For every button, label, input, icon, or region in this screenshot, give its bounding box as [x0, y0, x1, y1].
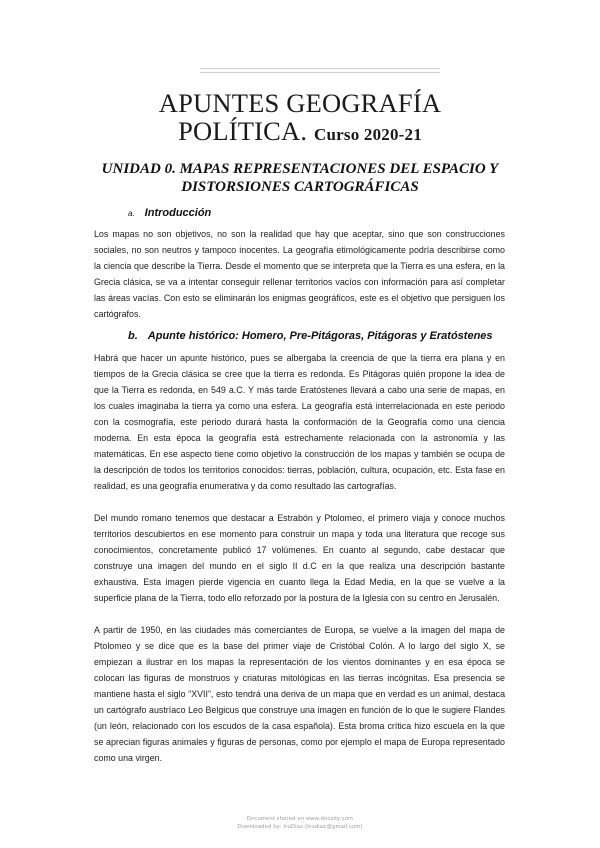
footer-shared-line: Document shared on www.docsity.com [246, 816, 354, 822]
footer [150, 815, 450, 831]
paragraph-intro: Los mapas no son objetivos, no son la realidad que hay que aceptar, sino que son construcciones sociales, no son neutros y tampoco inocentes. La geografía etimológicamente podría describirse como la ciencia que describe la Tierra. Desde el momento que se interpreta que la Tierra es una esfera, en la Grecia clásica, se va a intentar conseguir rellenar territorios vacíos con información para así completar las áreas vacías. Con esto se eliminarán los enigmas geográficos, este es el objetivo que persiguen los cartógrafos. [94, 229, 505, 319]
section-heading-b [128, 330, 493, 342]
section-number: a. [128, 209, 135, 218]
section-number: b. [128, 330, 138, 342]
top-divider [200, 68, 440, 69]
paragraph-history-3: A partir de 1950, en las ciudades más comerciantes de Europa, se vuelve a la imagen del mapa de Ptolomeo y se dice que es la base del primer viaje de Cristóbal Colón. A lo largo del siglo X, se empiezan a ilustrar en los mapas la representación de los vientos dominantes y en esa época se colocan las figuras de monstruos y criaturas mitológicas en las tierras incógnitas. Esa presencia se mantiene hasta el siglo “XVII”, esto tendrá una deriva de un mapa que en verdad es un animal, destaca un cartógrafo austríaco Leo Belgicus que construye una imagen en función de lo que le sugiere Flandes (un león, relacionado con los escudos de la casa española). Esta broma crítica hizo escuela en la que se aprecian figuras animales y figuras de personas, como por ejemplo el mapa de Europa representado como una virgen. [94, 625, 505, 763]
section-title: Introducción [144, 207, 212, 219]
footer-download-line: Downloaded by: truDiaz (trudiaz@gmail.com) [237, 824, 363, 830]
paragraph-history-2: Del mundo romano tenemos que destacar a Estrabón y Ptolomeo, el primero viaja y conoce muchos territorios descubiertos en ese momento para construir un mapa y toda una literatura que recoge sus conocimientos, concretamente publicó 17 volúmenes. En cuanto al segundo, cabe destacar que construye una imagen del mundo en el siglo II d.C en la que realiza una descripción bastante exhaustiva. Esta imagen pierde vigencia en cuanto llega la Edad Media, en la que se vuelve a la superficie plana de la Tierra, todo ello reforzado por la postura de la Iglesia con su centro en Jerusalén. [94, 513, 505, 603]
unit-title: UNIDAD 0. MAPAS REPRESENTACIONES DEL ESPACIO Y DISTORSIONES CARTOGRÁFICAS [101, 161, 499, 195]
title-text: APUNTES GEOGRAFÍA POLÍTICA. [158, 88, 442, 146]
section-heading-a [128, 207, 211, 219]
section-title: Apunte histórico: Homero, Pre-Pitágoras, Pitágoras y Eratóstenes [147, 330, 493, 342]
course-label: Curso 2020-21 [314, 125, 422, 144]
top-divider-secondary [200, 72, 440, 73]
paragraph-history-1: Habrá que hacer un apunte histórico, pues se albergaba la creencia de que la tierra era plana y en tiempos de la Grecia clásica se cree que la tierra es redonda. Es Pitágoras quién propone la idea de que la Tierra es redonda, en 549 a.C. Y más tarde Eratóstenes llevará a cabo una serie de mapas, en los cuales imaginaba la tierra ya como una esfera. La geografía está interrelacionada en este periodo con la cosmografía, este periodo durará hasta la conformación de la Geografía como una ciencia moderna. En esta época la geografía está estrechamente relacionada con la astronomía y las matemáticas. En ese aspecto tiene como objetivo la construcción de los mapas y también se ocupa de la descripción de todos los territorios conocidos: tierras, población, cultura, ocupación, etc. Esta fase en realidad, es una geografía enumerativa y da como resultado las cartografías. [94, 353, 505, 491]
document-title [100, 89, 500, 149]
